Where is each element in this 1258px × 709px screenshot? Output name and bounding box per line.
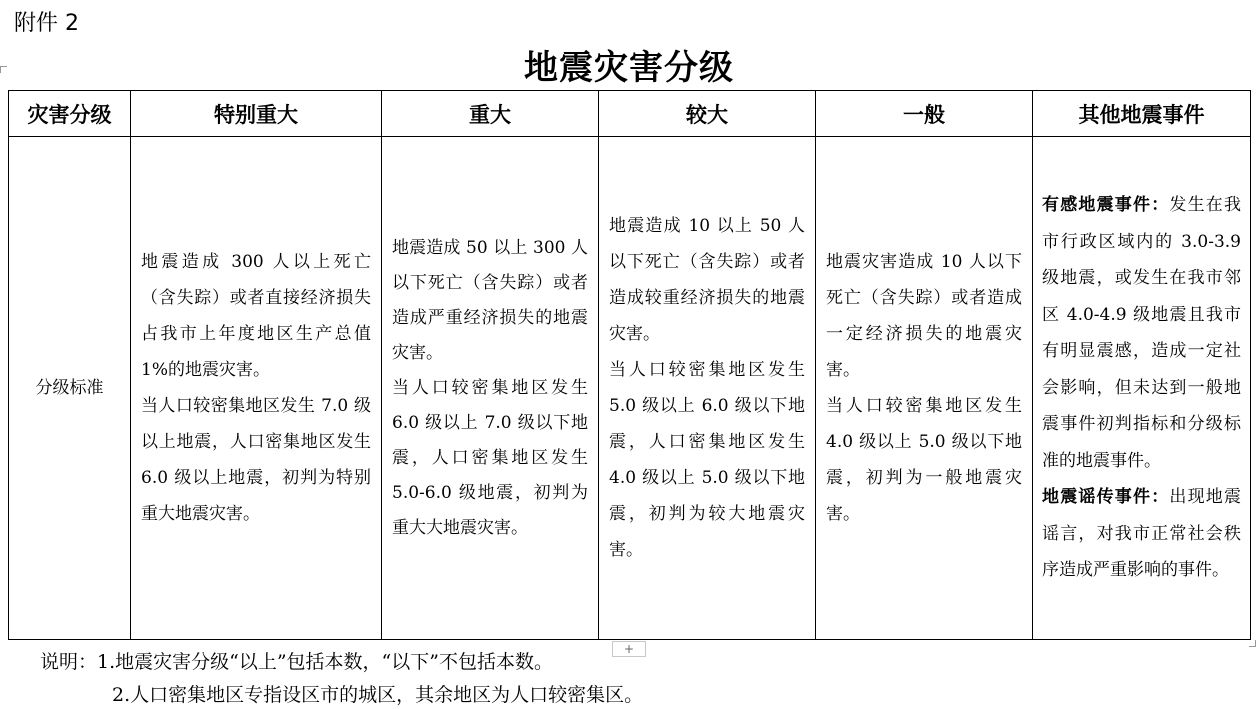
- margin-mark-right: [1249, 640, 1256, 647]
- cell-text: 当人口较密集地区发生 4.0 级以上 5.0 级以下地震，初判为一般地震灾害。: [826, 396, 1022, 524]
- rumor-title: 地震谣传事件：: [1042, 487, 1170, 508]
- header-major: 重大: [382, 91, 599, 137]
- felt-earthquake-paragraph: [1042, 187, 1241, 479]
- table-row: [9, 137, 1251, 640]
- attachment-label: 附件 2: [14, 11, 79, 36]
- table-header-row: [9, 91, 1251, 137]
- cell-especially-major: [131, 137, 382, 640]
- row-label: 分级标准: [9, 137, 131, 640]
- cell-text: 地震造成 50 以上 300 人以下死亡（含失踪）或者造成严重经济损失的地震灾害。: [392, 237, 588, 363]
- header-especially-major: 特别重大: [131, 91, 382, 137]
- add-row-handle[interactable]: +: [612, 641, 646, 657]
- felt-earthquake-title: 有感地震事件：: [1042, 195, 1170, 216]
- cell-other-events: [1033, 137, 1251, 640]
- note-line-2: 2.人口密集地区专指设区市的城区，其余地区为人口较密集区。: [112, 684, 644, 706]
- header-grade: 灾害分级: [9, 91, 131, 137]
- cell-major: [382, 137, 599, 640]
- rumor-text: 出现地震谣言，对我市正常社会秩序造成严重影响的事件。: [1042, 487, 1242, 581]
- cell-larger: [599, 137, 816, 640]
- header-other-events: 其他地震事件: [1033, 91, 1251, 137]
- cell-text: 地震灾害造成 10 人以下死亡（含失踪）或者造成一定经济损失的地震灾害。: [826, 252, 1022, 380]
- cell-text: 当人口较密集地区发生 5.0 级以上 6.0 级以下地震，人口密集地区发生 4.0 级以上 5.0 级以下地震，初判为较大地震灾害。: [609, 360, 805, 560]
- cell-general: [816, 137, 1033, 640]
- note-line-1: 说明：1.地震灾害分级“以上”包括本数，“以下”不包括本数。: [40, 651, 553, 673]
- rumor-paragraph: [1042, 479, 1241, 589]
- header-larger: 较大: [599, 91, 816, 137]
- felt-earthquake-text: 发生在我市行政区域内的 3.0-3.9 级地震，或发生在我市邻区 4.0-4.9 级地震且我市有明显震感，造成一定社会影响，但未达到一般地震事件初判指标和分级标准的地震事件。: [1042, 195, 1242, 471]
- cell-text: 地震造成 300 人以上死亡（含失踪）或者直接经济损失占我市上年度地区生产总值 1%的地震灾害。: [141, 252, 371, 380]
- margin-mark: [0, 66, 7, 73]
- cell-text: 当人口较密集地区发生 6.0 级以上 7.0 级以下地震，人口密集地区发生 5.0-6.0 级地震，初判为重大大地震灾害。: [392, 377, 588, 538]
- grading-table: [8, 90, 1251, 640]
- cell-text: 地震造成 10 以上 50 人以下死亡（含失踪）或者造成较重经济损失的地震灾害。: [609, 216, 805, 344]
- cell-text: 当人口较密集地区发生 7.0 级以上地震，人口密集地区发生 6.0 级以上地震，初判为特别重大地震灾害。: [141, 396, 371, 524]
- header-general: 一般: [816, 91, 1033, 137]
- page-title: 地震灾害分级: [524, 48, 734, 88]
